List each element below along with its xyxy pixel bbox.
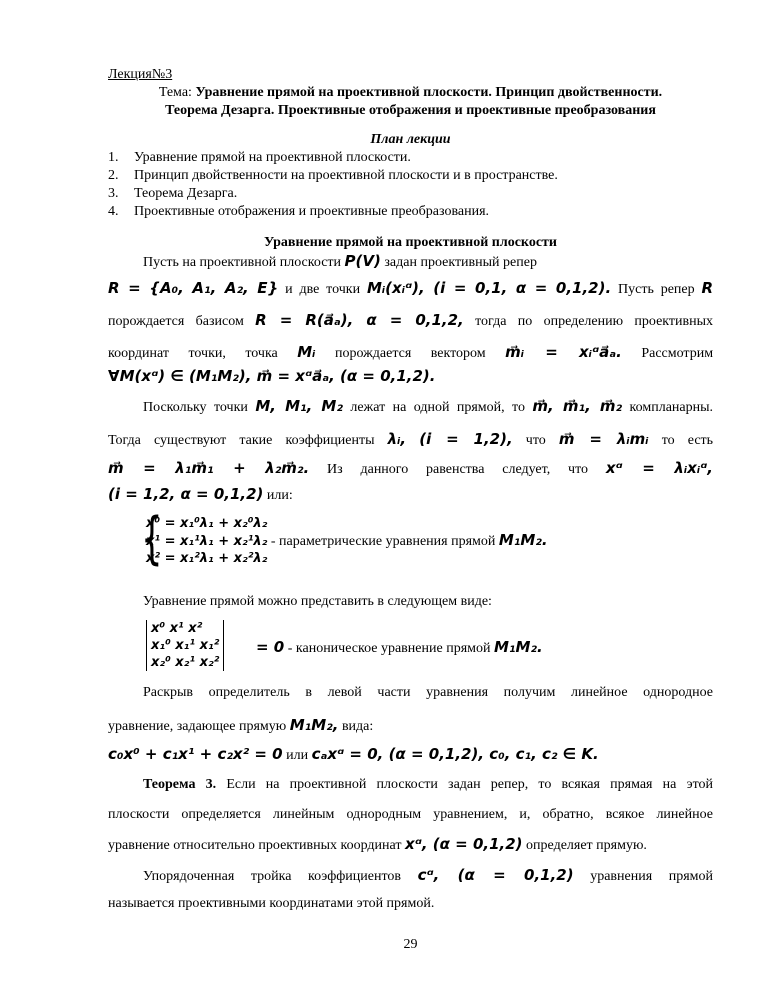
lecture-label: Лекция№3 bbox=[108, 67, 173, 82]
parametric-system: { x⁰ = x₁⁰λ₁ + x₂⁰λ₂ x¹ = x₁¹λ₁ + x₂¹λ₂ - параметрические уравнения прямой M₁M₂. x² = x₁²λ₁ + x₂²λ₂ bbox=[141, 506, 548, 571]
paragraph: Пусть на проективной плоскости P(V) задан проективный репер bbox=[143, 252, 537, 270]
topic-prefix: Тема: bbox=[158, 85, 196, 100]
theorem-line-1: Теорема 3. Если на проективной плоскости задан репер, то всякая прямая на этой bbox=[143, 777, 713, 792]
paragraph: называется проективными координатами этой прямой. bbox=[108, 896, 435, 911]
topic-title-1: Уравнение прямой на проективной плоскости. Принцип двойственности. bbox=[195, 85, 663, 100]
paragraph: координат точки, точка Mᵢ порождается вектором m⃗ᵢ = xᵢᵅa⃗ₐ. Рассмотрим bbox=[108, 343, 714, 361]
plan-item: 4. Проективные отображения и проективные преобразования. bbox=[108, 204, 490, 219]
determinant: x⁰ x¹ x² x₁⁰ x₁¹ x₁² x₂⁰ x₂¹ x₂² bbox=[146, 620, 224, 671]
paragraph: m⃗ = λ₁m⃗₁ + λ₂m⃗₂. Из данного равенства следует, что xᵅ = λᵢxᵢᵅ, bbox=[108, 459, 713, 477]
theorem-line-2: плоскости определяется линейным однородным уравнением, и, обратно, всякое линейное bbox=[108, 807, 713, 822]
paragraph: Поскольку точки M, M₁, M₂ лежат на одной прямой, то m⃗, m⃗₁, m⃗₂ компланарны. bbox=[143, 397, 714, 415]
paragraph: уравнение, задающее прямую M₁M₂, вида: bbox=[108, 716, 374, 734]
plan-item: 2. Принцип двойственности на проективной плоскости и в пространстве. bbox=[108, 168, 558, 183]
page-number: 29 bbox=[403, 937, 418, 952]
paragraph: Тогда существуют такие коэффициенты λᵢ, (i = 1,2), что m⃗ = λᵢmᵢ то есть bbox=[108, 430, 714, 448]
brace-icon: { bbox=[141, 506, 163, 571]
formula-line: ∀M(xᵅ) ∈ (M₁M₂), m⃗ = xᵅa⃗ₐ, (α = 0,1,2). bbox=[108, 367, 436, 385]
paragraph: Упорядоченная тройка коэффициентов cᵅ, (α = 0,1,2) уравнения прямой bbox=[143, 866, 714, 884]
section-title: Уравнение прямой на проективной плоскости bbox=[264, 235, 557, 250]
plan-item: 1. Уравнение прямой на проективной плоскости. bbox=[108, 150, 411, 165]
plan-item: 3. Теорема Дезарга. bbox=[108, 186, 238, 201]
paragraph: Уравнение прямой можно представить в следующем виде: bbox=[143, 594, 492, 609]
theorem-line-3: уравнение относительно проективных координат xᵅ, (α = 0,1,2) определяет прямую. bbox=[108, 835, 647, 853]
paragraph: порождается базисом R = R(a⃗ₐ), α = 0,1,2, тогда по определению проективных bbox=[108, 311, 714, 329]
paragraph: Раскрыв определитель в левой части уравнения получим линейное однородное bbox=[143, 685, 713, 700]
formula-line: c₀x⁰ + c₁x¹ + c₂x² = 0 или cₐxᵅ = 0, (α = 0,1,2), c₀, c₁, c₂ ∈ K. bbox=[108, 745, 599, 763]
topic-line-1 bbox=[108, 84, 713, 102]
plan-list bbox=[108, 149, 558, 221]
plan-title: План лекции bbox=[370, 132, 451, 147]
topic-line-2: Теорема Дезарга. Проективные отображения и проективные преобразования bbox=[165, 103, 656, 118]
formula-line: (i = 1,2, α = 0,1,2) или: bbox=[108, 485, 293, 503]
determinant-label: = 0 - каноническое уравнение прямой M₁M₂. bbox=[256, 638, 543, 656]
paragraph: R = {A₀, A₁, A₂, E} и две точки Mᵢ(xᵢᵅ), (i = 0,1, α = 0,1,2). Пусть репер R bbox=[108, 279, 714, 297]
